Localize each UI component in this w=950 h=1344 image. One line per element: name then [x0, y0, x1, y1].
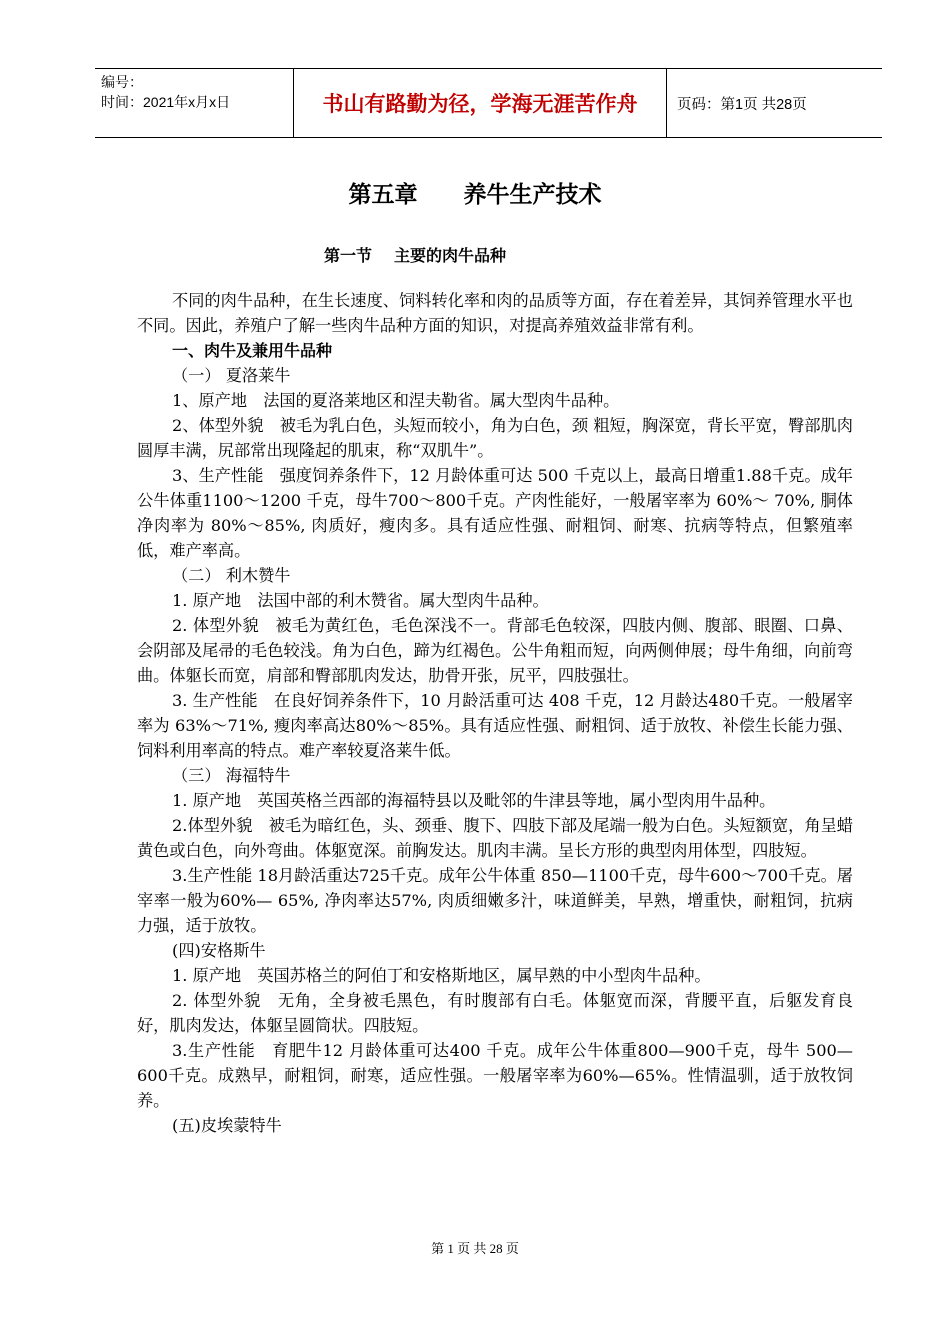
paragraph: 3.生产性能 18月龄活重达725千克。成年公牛体重 850—1100千克，母牛600～700千克。屠宰率一般为60%— 65%, 净肉率达57%, 肉质细嫩多汁，味道鲜美，早熟，增重快，耐粗饲，抗病力强，适于放牧。	[137, 866, 853, 935]
section-name: 主要的肉牛品种	[394, 246, 507, 265]
header-table	[95, 68, 882, 138]
chapter-name: 养牛生产技术	[463, 182, 602, 208]
subheading: （二） 利木赞牛	[172, 566, 291, 585]
paragraph: 2. 体型外貌 被毛为黄红色，毛色深浅不一。背部毛色较深，四肢内侧、腹部、眼圈、口鼻、会阴部及尾帚的毛色较浅。角为白色，蹄为红褐色。公牛角粗而短，向两侧伸展；母牛角细，向前弯曲。体躯长而宽，肩部和臀部肌肉发达，肋骨开张，尻平，四肢强壮。	[137, 616, 853, 685]
section-title	[0, 243, 830, 266]
subheading: (五)皮埃蒙特牛	[172, 1116, 282, 1135]
paragraph: 2. 体型外貌 无角，全身被毛黑色，有时腹部有白毛。体躯宽而深，背腰平直，后躯发育良好，肌肉发达，体躯呈圆筒状。四肢短。	[137, 991, 853, 1035]
motto: 书山有路勤为径，学海无涯苦作舟	[293, 69, 667, 137]
heading: 一、肉牛及兼用牛品种	[172, 341, 333, 360]
subheading: （一） 夏洛莱牛	[172, 366, 291, 385]
paragraph: 2.体型外貌 被毛为暗红色，头、颈垂、腹下、四肢下部及尾端一般为白色。头短额宽，角呈蜡黄色或白色，向外弯曲。体躯宽深。前胸发达。肌肉丰满。呈长方形的典型肉用体型，四肢短。	[137, 816, 853, 860]
page-label: 页码：第1页 共28页	[677, 96, 807, 113]
paragraph: 不同的肉牛品种，在生长速度、饲料转化率和肉的品质等方面，存在着差异，其饲养管理水平也不同。因此，养殖户了解一些肉牛品种方面的知识，对提高养殖效益非常有利。	[137, 291, 853, 335]
paragraph: 1. 原产地 英国英格兰西部的海福特县以及毗邻的牛津县等地，属小型肉用牛品种。	[172, 791, 776, 810]
header-info-cell	[95, 69, 293, 137]
paragraph: 1. 原产地 法国中部的利木赞省。属大型肉牛品种。	[172, 591, 549, 610]
paragraph: 3. 生产性能 在良好饲养条件下，10 月龄活重可达 408 千克，12 月龄达480千克。一般屠宰率为 63%～71%, 瘦肉率高达80%～85%。具有适应性强、耐粗饲、适于放牧、补偿生长能力强、饲料利用率高的特点。难产率较夏洛莱牛低。	[137, 691, 853, 760]
chapter-title	[0, 176, 950, 209]
paragraph: 1. 原产地 英国苏格兰的阿伯丁和安格斯地区，属早熟的中小型肉牛品种。	[172, 966, 711, 985]
time-label: 时间：2021年x月x日	[101, 94, 231, 110]
number-label: 编号：	[101, 74, 143, 90]
body-text	[137, 288, 853, 1138]
paragraph: 2、体型外貌 被毛为乳白色，头短而较小，角为白色，颈 粗短，胸深宽，背长平宽，臀部肌肉圆厚丰满，尻部常出现隆起的肌束，称“双肌牛”。	[137, 416, 853, 460]
paragraph: 1、原产地 法国的夏洛莱地区和涅夫勒省。属大型肉牛品种。	[172, 391, 620, 410]
chapter-number: 第五章	[348, 182, 418, 208]
section-number: 第一节	[323, 246, 372, 265]
subheading: （三） 海福特牛	[172, 766, 291, 785]
page-footer: 第 1 页 共 28 页	[431, 1241, 519, 1256]
paragraph: 3.生产性能 育肥牛12 月龄体重可达400 千克。成年公牛体重800—900千克，母牛 500—600千克。成熟早，耐粗饲，耐寒，适应性强。一般屠宰率为60%—65%。性情温驯，适于放牧饲养。	[137, 1041, 853, 1110]
paragraph: 3、生产性能 强度饲养条件下，12 月龄体重可达 500 千克以上，最高日增重1.88千克。成年公牛体重1100～1200 千克，母牛700～800千克。产肉性能好，一般屠宰率为 60%～ 70%, 胴体净肉率为 80%～85%, 肉质好，瘦肉多。具有适应性强、耐粗饲、耐寒、抗病等特点，但繁殖率低，难产率高。	[137, 466, 853, 560]
subheading: (四)安格斯牛	[172, 941, 266, 960]
